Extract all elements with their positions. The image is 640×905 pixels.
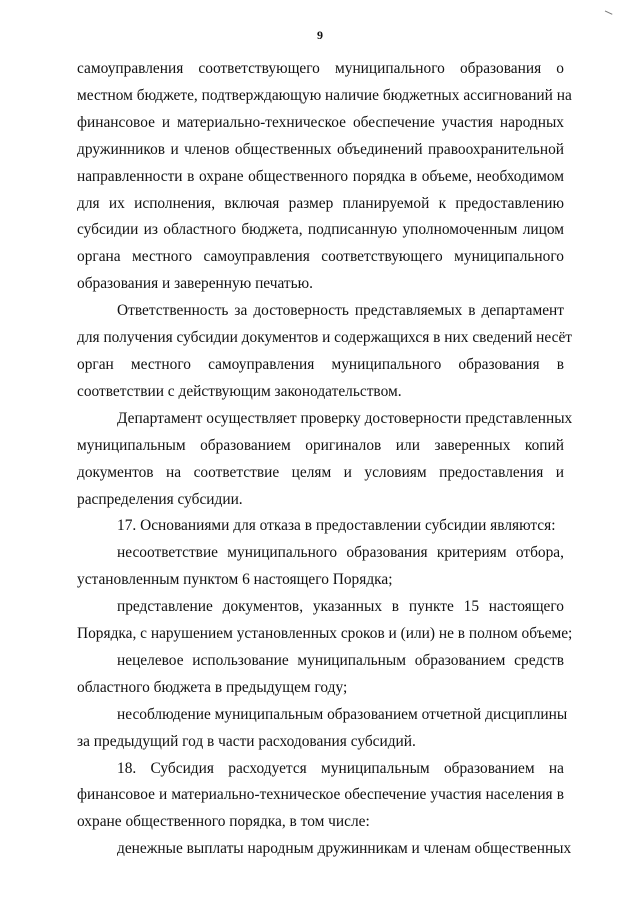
text-line: охране общественного порядка, в том числе: bbox=[77, 813, 370, 831]
text-line: соответствии с действующим законодательством. bbox=[77, 382, 402, 400]
text-line: представление документов, указанных в пункте 15 настоящего bbox=[117, 598, 564, 616]
text-line: установленным пунктом 6 настоящего Порядка; bbox=[77, 571, 393, 589]
text-line: 17. Основаниями для отказа в предоставлении субсидии являются: bbox=[117, 517, 556, 535]
text-line: финансовое и материально-техническое обеспечение участия населения в bbox=[77, 786, 564, 804]
text-line: направленности в охране общественного порядка в объеме, необходимом bbox=[77, 167, 564, 185]
text-line: самоуправления соответствующего муниципального образования о bbox=[77, 60, 564, 77]
text-line: нецелевое использование муниципальным образованием средств bbox=[117, 651, 564, 669]
text-line: Ответственность за достоверность представляемых в департамент bbox=[117, 302, 564, 320]
page-number: 9 bbox=[317, 28, 323, 42]
text-line: несоответствие муниципального образования критериям отбора, bbox=[117, 544, 564, 562]
text-line: орган местного самоуправления муниципального образования в bbox=[77, 355, 564, 373]
text-line: финансовое и материально-техническое обеспечение участия народных bbox=[77, 113, 564, 131]
text-line: для их исполнения, включая размер планируемой к предоставлению bbox=[77, 194, 564, 212]
text-line: для получения субсидии документов и содержащихся в них сведений несёт bbox=[77, 329, 573, 347]
text-line: субсидии из областного бюджета, подписанную уполномоченным лицом bbox=[77, 221, 564, 239]
document-body bbox=[77, 56, 573, 863]
text-line: муниципальным образованием оригиналов или заверенных копий bbox=[77, 436, 564, 454]
text-line: образования и заверенную печатью. bbox=[77, 275, 314, 293]
scan-artifact-mark bbox=[604, 10, 613, 17]
text-line: Департамент осуществляет проверку достоверности представленных bbox=[117, 409, 573, 427]
text-line: за предыдущий год в части расходования субсидий. bbox=[77, 732, 416, 750]
text-line: 18. Субсидия расходуется муниципальным образованием на bbox=[117, 759, 564, 777]
text-line: денежные выплаты народным дружинникам и членам общественных bbox=[117, 840, 572, 858]
text-line: областного бюджета в предыдущем году; bbox=[77, 678, 348, 696]
text-line: органа местного самоуправления соответствующего муниципального bbox=[77, 248, 564, 266]
text-line: местном бюджете, подтверждающую наличие бюджетных ассигнований на bbox=[77, 86, 572, 104]
text-line: дружинников и членов общественных объединений правоохранительной bbox=[77, 140, 564, 158]
text-line: документов на соответствие целям и условиям предоставления и bbox=[77, 463, 564, 481]
text-line: Порядка, с нарушением установленных сроков и (или) не в полном объеме; bbox=[77, 625, 573, 643]
text-line: несоблюдение муниципальным образованием отчетной дисциплины bbox=[117, 705, 568, 723]
text-line: распределения субсидии. bbox=[77, 490, 243, 508]
